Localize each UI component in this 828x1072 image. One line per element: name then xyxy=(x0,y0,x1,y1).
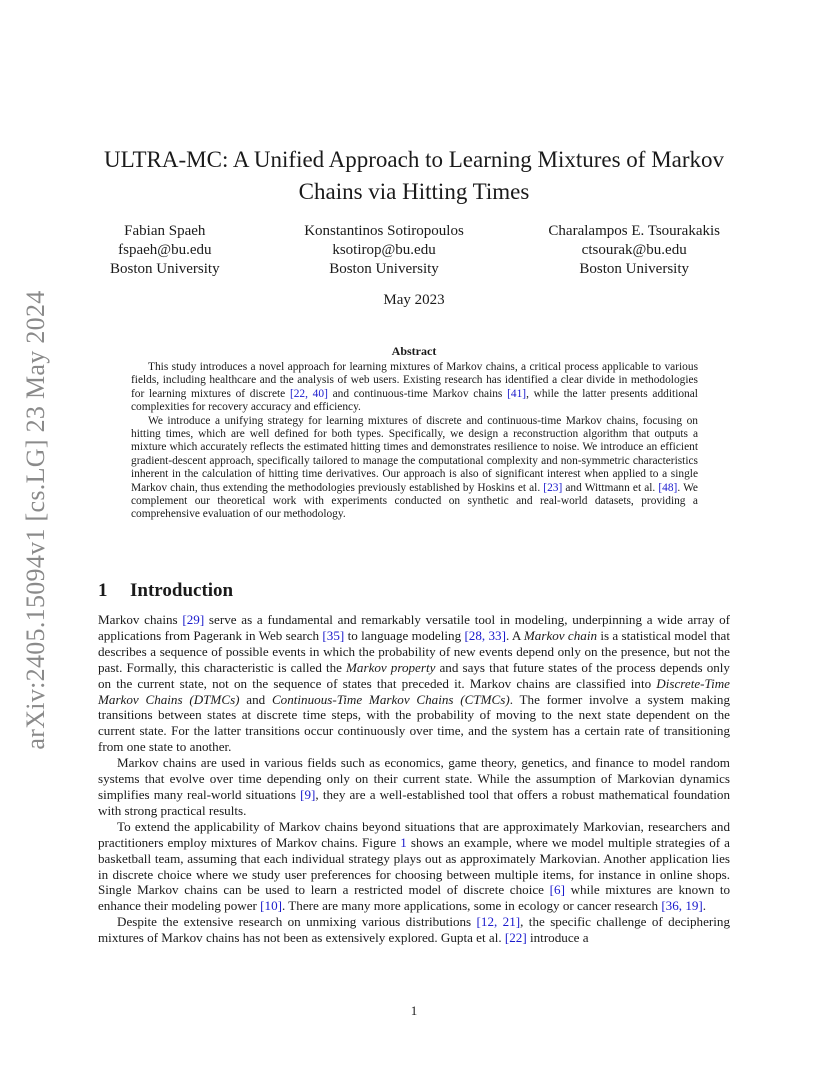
citation-link[interactable]: [48] xyxy=(658,481,678,494)
publication-date: May 2023 xyxy=(383,292,445,308)
abstract-paragraph xyxy=(131,415,698,522)
emphasized-term: Discrete-Time Markov Chains (DTMCs) xyxy=(98,675,730,707)
section-number: 1 xyxy=(98,580,108,601)
section-title: Introduction xyxy=(130,580,234,601)
abstract-text: and continuous-time Markov chains xyxy=(327,387,508,400)
section-heading xyxy=(98,580,233,602)
author-email: ctsourak@bu.edu xyxy=(581,242,687,258)
citation-link[interactable]: [22, 40] xyxy=(289,387,328,400)
citation-link[interactable]: [28, 33] xyxy=(464,627,506,643)
body-text: , the specific challenge of deciphering mixtures of Markov chains has not been as extensively explored. Gupta et al. xyxy=(98,914,730,946)
title-line-1: ULTRA-MC: A Unified Approach to Learning Mixtures of Markov xyxy=(103,147,725,172)
author-list xyxy=(110,222,720,279)
author-block xyxy=(110,222,220,279)
abstract-text: . We complement our theoretical work with experiments conducted on synthetic and real-world datasets, providing a comprehensive evaluation of our methodology. xyxy=(131,481,698,521)
citation-link[interactable]: [6] xyxy=(549,882,565,898)
citation-link[interactable]: [41] xyxy=(507,387,527,400)
citation-link[interactable]: [23] xyxy=(543,481,563,494)
body-text: . xyxy=(702,898,707,914)
abstract-text: This study introduces a novel approach for learning mixtures of Markov chains, a critical process applicable to various fields, including healthcare and the analysis of web users. Existing research has identified a clear divide in methodologies for learning mixtures of discrete xyxy=(131,361,698,400)
abstract-text: We introduce a unifying strategy for learning mixtures of discrete and continuous-time Markov chains, focusing on hitting times, which are well defined for both types. Specifically, we design a reconstruction algorithm that outputs a mixture which accurately reflects the estimated hitting times and demonstrates resilience to noise. We introduce an efficient gradient-descent approach, specifically tailored to manage the computational complexity and non-symmetric characteristics inherent in the calculation of hitting time derivatives. Our approach is also of significant interest when applied to a single Markov chain, thus extending the methodologies previously established by Hoskins et al. xyxy=(131,414,698,494)
citation-link[interactable]: [10] xyxy=(260,898,282,914)
citation-link[interactable]: [35] xyxy=(322,627,345,643)
figure-link[interactable]: 1 xyxy=(400,834,407,850)
body-paragraph xyxy=(98,914,730,946)
body-text: is a statistical model that describes a sequence of possible events in which the probability of new events depend only on the presence, but not the past. Formally, this characteristic is called the xyxy=(98,627,730,675)
author-name: Konstantinos Sotiropoulos xyxy=(304,223,464,239)
body-paragraph xyxy=(98,819,730,914)
author-email: ksotirop@bu.edu xyxy=(332,242,436,258)
author-name: Charalampos E. Tsourakakis xyxy=(548,223,720,239)
citation-link[interactable]: [9] xyxy=(300,786,316,802)
author-affiliation: Boston University xyxy=(329,261,439,277)
body-text: Despite the extensive research on unmixing various distributions xyxy=(117,914,477,930)
emphasized-term: Markov property xyxy=(346,659,436,675)
author-name: Fabian Spaeh xyxy=(124,223,206,239)
author-block xyxy=(548,222,720,279)
body-text: Markov chains are used in various fields such as economics, game theory, genetics, and finance to model random systems that evolve over time depending only on their current state. While the assumption of Markovian dynamics simplifies many real-world situations xyxy=(98,755,730,802)
body-text: and says that future states of the process depends only on the current state, not on the sequence of states that preceded it. Markov chains are classified into xyxy=(98,659,730,691)
body-text: To extend the applicability of Markov chains beyond situations that are approximately Markovian, researchers and practitioners employ mixtures of Markov chains. Figure xyxy=(98,818,730,850)
author-email: fspaeh@bu.edu xyxy=(118,242,212,258)
author-block xyxy=(304,222,464,279)
page-number: 1 xyxy=(410,1003,418,1018)
abstract-paragraph xyxy=(131,361,698,415)
body-text: . A xyxy=(505,627,524,643)
introduction-body xyxy=(98,612,730,946)
abstract-text: and Wittmann et al. xyxy=(562,481,659,494)
body-text: , they are a well-established tool that offers a robust mathematical foundation with strong practical results. xyxy=(98,786,730,818)
paper-title xyxy=(70,144,758,208)
abstract-text: , while the latter presents additional complexities for recovery accuracy and efficiency. xyxy=(131,387,698,414)
emphasized-term: Markov chain xyxy=(523,627,598,643)
body-text: to language modeling xyxy=(344,627,465,643)
citation-link[interactable]: [22] xyxy=(504,930,527,946)
body-text: serve as a fundamental and remarkably versatile tool in modeling, underpinning a wide array of applications from Pagerank in Web search xyxy=(98,612,731,643)
emphasized-term: Continuous-Time Markov Chains (CTMCs) xyxy=(271,691,510,707)
citation-link[interactable]: [12, 21] xyxy=(476,914,521,930)
author-affiliation: Boston University xyxy=(579,261,689,277)
title-line-2: Chains via Hitting Times xyxy=(298,179,530,204)
arxiv-identifier: arXiv:2405.15094v1 [cs.LG] 23 May 2024 xyxy=(21,290,50,750)
body-paragraph xyxy=(98,755,730,819)
body-text: introduce a xyxy=(526,930,589,946)
body-text: . There are many more applications, some in ecology or cancer research xyxy=(282,898,662,914)
body-text: and xyxy=(239,691,272,707)
body-paragraph xyxy=(98,612,730,755)
abstract-heading: Abstract xyxy=(391,344,437,358)
body-text: Markov chains xyxy=(98,612,183,627)
author-affiliation: Boston University xyxy=(110,261,220,277)
body-text: . The former involve a system making transitions between states at discrete time steps, with the probability of moving to the next state dependent on the current state. For the latter transitions occur continuously over time, and the system has a certain rate of transitioning from one state to another. xyxy=(98,691,730,755)
body-text: while mixtures are known to enhance their modeling power xyxy=(98,882,731,914)
citation-link[interactable]: [29] xyxy=(182,612,205,627)
body-text: shows an example, where we model multiple strategies of a basketball team, assuming that each individual strategy plays out as approximately Markovian. Another application lies in discrete choice where we study user preferences for choosing between multiple items, for instance in online shops. Single Markov chains can be used to learn a restricted model of discrete choice xyxy=(98,834,730,898)
abstract-body xyxy=(131,361,698,522)
citation-link[interactable]: [36, 19] xyxy=(661,898,703,914)
